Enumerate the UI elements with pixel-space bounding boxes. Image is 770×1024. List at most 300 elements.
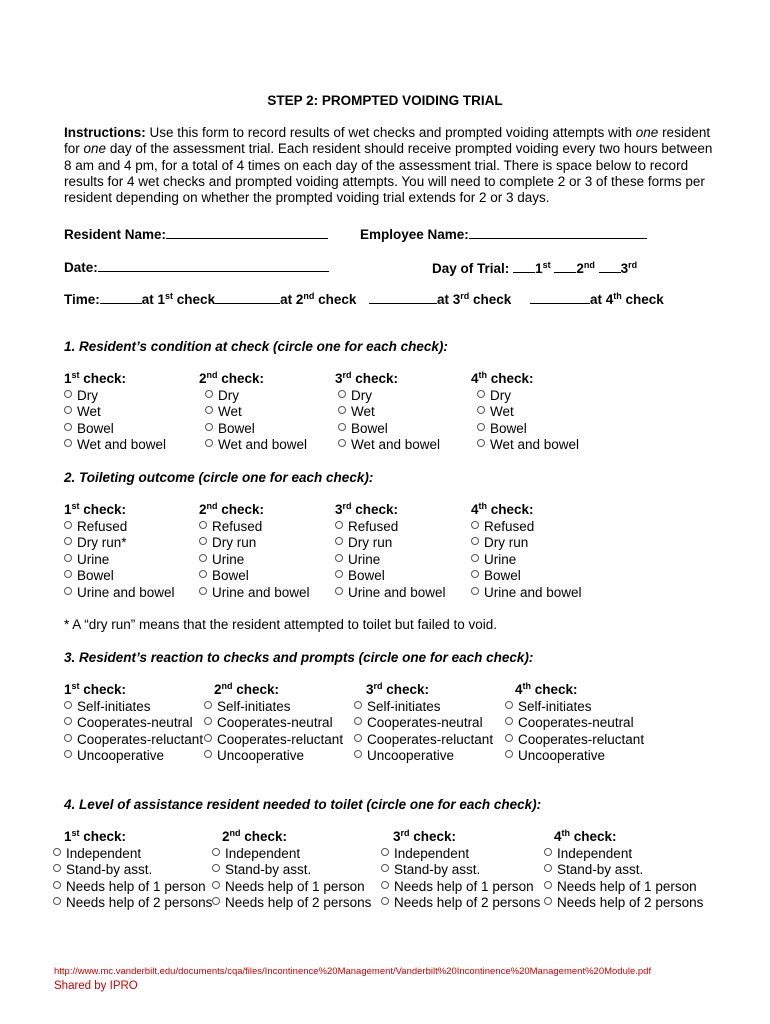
option-item[interactable]: [199, 437, 307, 453]
time-4-label-end: check: [621, 292, 664, 307]
option-label: Stand-by asst.: [557, 862, 644, 878]
radio-circle-icon[interactable]: [338, 406, 346, 414]
section-2-title: 2. Toileting outcome (circle one for each check):: [64, 470, 374, 485]
section-1-check-1-column: [64, 370, 166, 454]
radio-circle-icon[interactable]: [53, 864, 61, 872]
option-item[interactable]: [204, 715, 343, 731]
check-number: 2: [222, 829, 230, 844]
check-number: 4: [471, 502, 479, 517]
radio-circle-icon[interactable]: [53, 848, 61, 856]
section-4-check-4-column: [544, 828, 703, 912]
time-1-label: at 1: [141, 292, 166, 307]
option-label: Refused: [77, 519, 128, 534]
radio-circle-icon[interactable]: [64, 537, 72, 545]
radio-circle-icon[interactable]: [64, 750, 72, 758]
option-item[interactable]: [335, 535, 446, 551]
time-row-3: [369, 290, 511, 307]
time-3-field[interactable]: [369, 290, 437, 304]
option-label: Dry: [218, 388, 239, 403]
check-number: 1: [64, 502, 72, 517]
option-item[interactable]: [471, 535, 582, 551]
option-label: Wet: [77, 404, 101, 420]
check-label: check:: [240, 829, 288, 844]
option-label: Dry: [351, 388, 372, 403]
day-2-blank[interactable]: [554, 259, 576, 273]
option-label: Dry run: [212, 535, 257, 551]
option-label: Bowel: [77, 568, 114, 584]
time-1-suffix: st: [165, 291, 174, 301]
section-3-title: 3. Resident’s reaction to checks and prompts (circle one for each check):: [64, 650, 534, 665]
radio-circle-icon[interactable]: [505, 717, 513, 725]
check-number: 3: [366, 682, 374, 697]
section-4-check-3-column: [381, 828, 540, 912]
option-item[interactable]: [335, 519, 446, 535]
check-header: [64, 370, 166, 388]
option-item[interactable]: [64, 388, 166, 404]
radio-circle-icon[interactable]: [199, 570, 207, 578]
option-item[interactable]: [335, 421, 440, 437]
option-item[interactable]: [64, 404, 166, 420]
option-item[interactable]: [354, 715, 493, 731]
option-label: Dry: [77, 388, 98, 403]
check-header: [53, 828, 212, 846]
option-label: Cooperates-reluctant: [367, 731, 494, 747]
option-label: Wet and bowel: [77, 437, 167, 453]
check-number: 2: [199, 502, 207, 517]
check-number: 4: [515, 682, 523, 697]
date-label: Date:: [64, 260, 98, 275]
check-suffix: th: [522, 681, 532, 691]
option-label: Bowel: [484, 568, 521, 584]
option-item[interactable]: [381, 846, 540, 862]
option-label: Self-initiates: [217, 699, 291, 714]
option-label: Wet: [490, 404, 514, 420]
radio-circle-icon[interactable]: [338, 439, 346, 447]
time-3-suffix: rd: [460, 291, 470, 301]
option-item[interactable]: [64, 437, 166, 453]
check-suffix: st: [71, 681, 80, 691]
check-label: check:: [570, 829, 617, 844]
option-label: Refused: [212, 519, 263, 534]
radio-circle-icon[interactable]: [212, 864, 220, 872]
radio-circle-icon[interactable]: [53, 881, 61, 889]
option-item[interactable]: [544, 862, 703, 878]
radio-circle-icon[interactable]: [64, 521, 72, 529]
day-3-suffix: rd: [628, 260, 638, 270]
check-suffix: rd: [342, 370, 352, 380]
option-label: Urine and bowel: [348, 584, 446, 600]
radio-circle-icon[interactable]: [354, 701, 362, 709]
day-1-num: 1: [535, 261, 543, 276]
option-item[interactable]: [199, 519, 310, 535]
radio-circle-icon[interactable]: [381, 897, 389, 905]
time-row: [64, 290, 356, 307]
radio-circle-icon[interactable]: [205, 439, 213, 447]
source-url[interactable]: http://www.mc.vanderbilt.edu/documents/cqa/files/Incontinence%20Management/Vanderbilt%20Incontinence%20Management%20Module.pdf: [54, 966, 652, 977]
radio-circle-icon[interactable]: [212, 897, 220, 905]
option-label: Cooperates-neutral: [367, 715, 483, 731]
time-3-label-end: check: [469, 292, 512, 307]
radio-circle-icon[interactable]: [64, 390, 72, 398]
check-number: 1: [64, 371, 72, 386]
radio-circle-icon[interactable]: [477, 390, 485, 398]
option-label: Bowel: [77, 420, 114, 436]
day-3-blank[interactable]: [599, 259, 621, 273]
option-item[interactable]: [381, 862, 540, 878]
option-label: Needs help of 2 persons: [66, 895, 213, 911]
check-header: [471, 501, 582, 519]
check-header: [199, 370, 307, 388]
option-item[interactable]: [544, 895, 703, 911]
option-label: Refused: [484, 519, 535, 534]
option-label: Bowel: [348, 568, 385, 584]
option-item[interactable]: [64, 699, 203, 715]
time-2-suffix: nd: [303, 291, 315, 301]
day-1-suffix: st: [542, 260, 551, 270]
section-3-check-4-column: [505, 681, 644, 765]
option-item[interactable]: [335, 552, 446, 568]
option-label: Urine: [348, 551, 381, 567]
option-label: Wet: [351, 404, 375, 420]
option-item[interactable]: [354, 732, 493, 748]
radio-circle-icon[interactable]: [212, 848, 220, 856]
radio-circle-icon[interactable]: [335, 587, 343, 595]
check-suffix: st: [71, 501, 80, 511]
radio-circle-icon[interactable]: [335, 554, 343, 562]
radio-circle-icon[interactable]: [471, 554, 479, 562]
radio-circle-icon[interactable]: [64, 701, 72, 709]
time-1-field[interactable]: [100, 290, 142, 304]
option-item[interactable]: [199, 404, 307, 420]
check-header: [212, 828, 371, 846]
option-label: Independent: [225, 846, 301, 861]
instructions-emphasis-1: one: [635, 125, 659, 140]
option-item[interactable]: [53, 862, 212, 878]
radio-circle-icon[interactable]: [64, 587, 72, 595]
radio-circle-icon[interactable]: [471, 570, 479, 578]
check-suffix: rd: [342, 501, 352, 511]
time-row-4: [530, 290, 664, 307]
option-label: Needs help of 2 persons: [225, 895, 372, 911]
check-header: [335, 370, 440, 388]
resident-name-row: [64, 225, 328, 242]
radio-circle-icon[interactable]: [199, 521, 207, 529]
option-item[interactable]: [199, 568, 310, 584]
check-header: [505, 681, 644, 699]
option-item[interactable]: [64, 568, 175, 584]
radio-circle-icon[interactable]: [338, 390, 346, 398]
time-2-field[interactable]: [215, 290, 280, 304]
option-item[interactable]: [471, 552, 582, 568]
option-item[interactable]: [381, 895, 540, 911]
radio-circle-icon[interactable]: [64, 423, 72, 431]
option-label: Needs help of 1 person: [225, 878, 365, 894]
option-item[interactable]: [64, 732, 203, 748]
option-item[interactable]: [64, 535, 175, 551]
option-label: Needs help of 1 person: [557, 878, 697, 894]
option-label: Urine and bowel: [212, 584, 310, 600]
check-suffix: rd: [373, 681, 383, 691]
check-header: [335, 501, 446, 519]
radio-circle-icon[interactable]: [205, 406, 213, 414]
option-item[interactable]: [204, 699, 343, 715]
date-row: [64, 258, 329, 275]
section-1-check-3-column: [335, 370, 440, 454]
option-label: Refused: [348, 519, 399, 534]
radio-circle-icon[interactable]: [205, 423, 213, 431]
radio-circle-icon[interactable]: [64, 734, 72, 742]
option-item[interactable]: [335, 388, 440, 404]
time-2-label-end: check: [314, 292, 357, 307]
resident-name-field[interactable]: [166, 225, 328, 239]
check-label: check:: [351, 371, 399, 386]
option-label: Wet: [218, 404, 242, 420]
radio-circle-icon[interactable]: [64, 439, 72, 447]
option-item[interactable]: [505, 699, 644, 715]
radio-circle-icon[interactable]: [64, 570, 72, 578]
option-item[interactable]: [204, 748, 343, 764]
time-3-label: at 3: [437, 292, 461, 307]
option-label: Stand-by asst.: [225, 862, 312, 878]
employee-name-row: [360, 225, 647, 242]
option-label: Urine: [212, 551, 245, 567]
option-item[interactable]: [64, 552, 175, 568]
radio-circle-icon[interactable]: [471, 521, 479, 529]
check-suffix: rd: [400, 828, 410, 838]
time-label: Time:: [64, 292, 100, 307]
check-suffix: nd: [221, 681, 233, 691]
option-item[interactable]: [471, 519, 582, 535]
instructions-text-1: Use this form to record results of wet checks and prompted voiding attempts with: [149, 125, 632, 140]
radio-circle-icon[interactable]: [544, 848, 552, 856]
section-1-title: 1. Resident’s condition at check (circle one for each check):: [64, 339, 448, 354]
radio-circle-icon[interactable]: [471, 587, 479, 595]
check-number: 2: [214, 682, 222, 697]
option-item[interactable]: [199, 552, 310, 568]
radio-circle-icon[interactable]: [505, 701, 513, 709]
check-header: [199, 501, 310, 519]
option-item[interactable]: [199, 421, 307, 437]
section-3-check-3-column: [354, 681, 493, 765]
radio-circle-icon[interactable]: [477, 406, 485, 414]
option-item[interactable]: [471, 568, 582, 584]
radio-circle-icon[interactable]: [354, 750, 362, 758]
check-suffix: st: [71, 828, 80, 838]
option-label: Cooperates-neutral: [518, 715, 634, 731]
option-item[interactable]: [335, 437, 440, 453]
check-label: check:: [79, 502, 127, 517]
check-number: 2: [199, 371, 207, 386]
employee-name-label: Employee Name:: [360, 227, 469, 242]
radio-circle-icon[interactable]: [64, 554, 72, 562]
option-label: Independent: [394, 846, 470, 861]
option-item[interactable]: [471, 437, 579, 453]
option-label: Needs help of 2 persons: [394, 895, 541, 911]
option-item[interactable]: [335, 568, 446, 584]
radio-circle-icon[interactable]: [204, 750, 212, 758]
employee-name-field[interactable]: [469, 225, 647, 239]
time-4-suffix: th: [613, 291, 622, 301]
radio-circle-icon[interactable]: [381, 881, 389, 889]
instructions: [64, 125, 714, 206]
page-title: STEP 2: PROMPTED VOIDING TRIAL: [267, 93, 503, 108]
day-2-suffix: nd: [583, 260, 595, 270]
check-label: check:: [487, 502, 534, 517]
check-header: [354, 681, 493, 699]
option-item[interactable]: [199, 535, 310, 551]
date-field[interactable]: [98, 258, 329, 272]
radio-circle-icon[interactable]: [64, 717, 72, 725]
option-item[interactable]: [335, 585, 446, 601]
radio-circle-icon[interactable]: [381, 864, 389, 872]
radio-circle-icon[interactable]: [477, 423, 485, 431]
check-header: [64, 681, 203, 699]
option-item[interactable]: [544, 879, 703, 895]
option-item[interactable]: [212, 895, 371, 911]
section-1-check-4-column: [471, 370, 579, 454]
option-item[interactable]: [53, 879, 212, 895]
option-label: Needs help of 1 person: [66, 878, 206, 894]
check-suffix: th: [478, 370, 488, 380]
option-item[interactable]: [505, 715, 644, 731]
instructions-text-2: resident for: [64, 125, 711, 157]
radio-circle-icon[interactable]: [335, 570, 343, 578]
radio-circle-icon[interactable]: [204, 717, 212, 725]
radio-circle-icon[interactable]: [199, 587, 207, 595]
time-4-label: at 4: [590, 292, 614, 307]
option-label: Bowel: [212, 568, 249, 584]
option-item[interactable]: [471, 585, 582, 601]
option-item[interactable]: [354, 748, 493, 764]
check-number: 1: [64, 682, 72, 697]
option-item[interactable]: [64, 715, 203, 731]
radio-circle-icon[interactable]: [338, 423, 346, 431]
option-item[interactable]: [199, 388, 307, 404]
option-label: Cooperates-neutral: [217, 715, 333, 731]
check-suffix: th: [478, 501, 488, 511]
option-label: Wet and bowel: [351, 437, 441, 453]
option-label: Dry run: [484, 535, 529, 551]
option-item[interactable]: [53, 895, 212, 911]
option-item[interactable]: [64, 748, 203, 764]
radio-circle-icon[interactable]: [505, 750, 513, 758]
option-item[interactable]: [335, 404, 440, 420]
option-label: Urine: [484, 551, 517, 567]
option-item[interactable]: [212, 846, 371, 862]
option-item[interactable]: [354, 699, 493, 715]
section-2-check-4-column: [471, 501, 582, 601]
time-2-label: at 2: [280, 292, 304, 307]
option-item[interactable]: [204, 732, 343, 748]
radio-circle-icon[interactable]: [53, 897, 61, 905]
option-label: Stand-by asst.: [66, 862, 153, 878]
option-label: Wet and bowel: [490, 437, 580, 453]
option-label: Independent: [557, 846, 633, 861]
footnote: * A “dry run” means that the resident attempted to toilet but failed to void.: [64, 617, 497, 632]
radio-circle-icon[interactable]: [505, 734, 513, 742]
check-label: check:: [382, 682, 430, 697]
radio-circle-icon[interactable]: [381, 848, 389, 856]
option-label: Uncooperative: [77, 748, 165, 764]
option-label: Self-initiates: [518, 699, 592, 714]
option-item[interactable]: [53, 846, 212, 862]
option-item[interactable]: [471, 421, 579, 437]
section-4-check-1-column: [53, 828, 212, 912]
radio-circle-icon[interactable]: [212, 881, 220, 889]
radio-circle-icon[interactable]: [544, 897, 552, 905]
option-item[interactable]: [64, 585, 175, 601]
check-label: check:: [217, 371, 265, 386]
check-number: 3: [393, 829, 401, 844]
option-label: Dry: [490, 388, 511, 403]
day-3-num: 3: [620, 261, 629, 276]
radio-circle-icon[interactable]: [354, 717, 362, 725]
option-label: Independent: [66, 846, 142, 861]
check-label: check:: [409, 829, 457, 844]
check-label: check:: [531, 682, 578, 697]
option-item[interactable]: [544, 846, 703, 862]
day-1-blank[interactable]: [513, 259, 535, 273]
check-number: 4: [554, 829, 562, 844]
option-label: Dry run*: [77, 535, 127, 551]
option-label: Stand-by asst.: [394, 862, 481, 878]
option-label: Cooperates-reluctant: [518, 731, 645, 747]
option-item[interactable]: [212, 862, 371, 878]
option-label: Uncooperative: [217, 748, 305, 764]
option-item[interactable]: [64, 519, 175, 535]
option-item[interactable]: [381, 879, 540, 895]
section-1-check-2-column: [199, 370, 307, 454]
radio-circle-icon[interactable]: [477, 439, 485, 447]
radio-circle-icon[interactable]: [199, 537, 207, 545]
option-item[interactable]: [212, 879, 371, 895]
radio-circle-icon[interactable]: [205, 390, 213, 398]
check-label: check:: [79, 829, 127, 844]
time-4-field[interactable]: [530, 290, 590, 304]
check-suffix: th: [561, 828, 571, 838]
check-label: check:: [232, 682, 280, 697]
option-label: Needs help of 1 person: [394, 878, 534, 894]
option-label: Cooperates-reluctant: [217, 731, 344, 747]
check-suffix: nd: [229, 828, 241, 838]
resident-name-label: Resident Name:: [64, 227, 167, 242]
option-label: Cooperates-reluctant: [77, 731, 204, 747]
option-item[interactable]: [471, 388, 579, 404]
section-2-check-3-column: [335, 501, 446, 601]
radio-circle-icon[interactable]: [471, 537, 479, 545]
radio-circle-icon[interactable]: [64, 406, 72, 414]
radio-circle-icon[interactable]: [335, 521, 343, 529]
option-item[interactable]: [471, 404, 579, 420]
radio-circle-icon[interactable]: [544, 864, 552, 872]
option-item[interactable]: [199, 585, 310, 601]
option-label: Self-initiates: [77, 699, 151, 714]
option-label: Self-initiates: [367, 699, 441, 714]
check-header: [381, 828, 540, 846]
check-header: [64, 501, 175, 519]
radio-circle-icon[interactable]: [204, 701, 212, 709]
option-item[interactable]: [505, 732, 644, 748]
radio-circle-icon[interactable]: [544, 881, 552, 889]
option-item[interactable]: [64, 421, 166, 437]
radio-circle-icon[interactable]: [335, 537, 343, 545]
radio-circle-icon[interactable]: [204, 734, 212, 742]
radio-circle-icon[interactable]: [354, 734, 362, 742]
option-item[interactable]: [505, 748, 644, 764]
section-3-check-1-column: [64, 681, 203, 765]
option-label: Cooperates-neutral: [77, 715, 193, 731]
radio-circle-icon[interactable]: [199, 554, 207, 562]
